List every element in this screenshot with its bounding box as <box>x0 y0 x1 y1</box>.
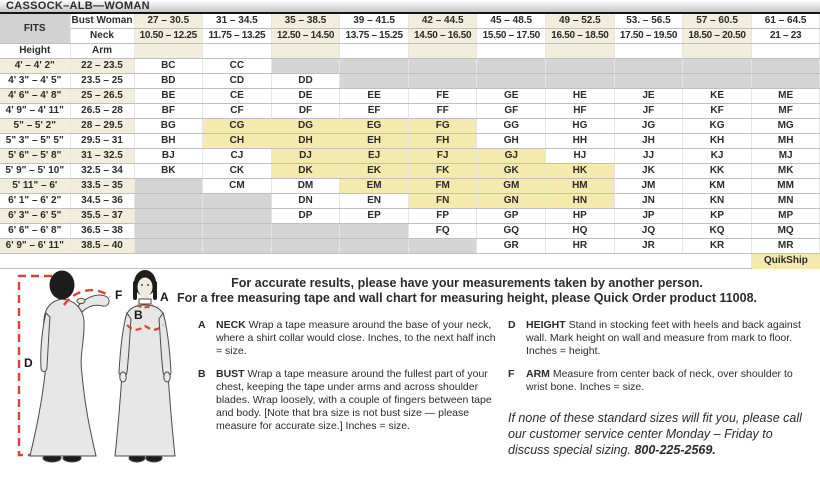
size-cell-GK: GK <box>477 164 546 179</box>
arm-range-cell: 36.5 – 38 <box>70 224 134 239</box>
size-cell-na <box>134 209 203 224</box>
height-range-cell: 4' 3" – 4' 5" <box>0 74 70 89</box>
size-cell-EJ: EJ <box>340 149 409 164</box>
size-cell-KH: KH <box>683 134 752 149</box>
size-cell-na <box>134 239 203 254</box>
instruction-letter: B <box>198 368 206 380</box>
arm-range-cell: 35.5 – 37 <box>70 209 134 224</box>
header-spacer-cell <box>271 44 340 59</box>
size-cell-na <box>340 224 409 239</box>
size-cell-BH: BH <box>134 134 203 149</box>
size-cell-BF: BF <box>134 104 203 119</box>
size-cell-DH: DH <box>271 134 340 149</box>
height-range-cell: 5' 9" – 5' 10" <box>0 164 70 179</box>
arm-range-cell: 25 – 26.5 <box>70 89 134 104</box>
size-cell-MJ: MJ <box>751 149 820 164</box>
size-cell-DJ: DJ <box>271 149 340 164</box>
size-cell-CM: CM <box>203 179 272 194</box>
size-cell-FH: FH <box>408 134 477 149</box>
bust-range-cell: 53. – 56.5 <box>614 14 683 29</box>
size-cell-na <box>751 59 820 74</box>
size-cell-na <box>340 74 409 89</box>
height-range-cell: 5' 6" – 5' 8" <box>0 149 70 164</box>
neck-range-cell: 16.50 – 18.50 <box>546 29 615 44</box>
size-cell-ME: ME <box>751 89 820 104</box>
figure-back-view <box>30 271 109 463</box>
instruction-letter: A <box>198 319 206 331</box>
size-cell-DK: DK <box>271 164 340 179</box>
neck-range-cell: 13.75 – 15.25 <box>340 29 409 44</box>
size-cell-CE: CE <box>203 89 272 104</box>
figure-label-height: D <box>24 356 33 370</box>
header-spacer-cell <box>683 44 752 59</box>
bust-range-cell: 45 – 48.5 <box>477 14 546 29</box>
arm-range-cell: 26.5 – 28 <box>70 104 134 119</box>
bust-range-cell: 35 – 38.5 <box>271 14 340 29</box>
size-cell-DD: DD <box>271 74 340 89</box>
size-cell-JK: JK <box>614 164 683 179</box>
size-cell-DN: DN <box>271 194 340 209</box>
customer-service-phone: 800-225-2569. <box>634 443 716 457</box>
bust-range-cell: 61 – 64.5 <box>751 14 820 29</box>
size-cell-na <box>134 224 203 239</box>
height-range-cell: 5' 11" – 6' <box>0 179 70 194</box>
size-cell-CJ: CJ <box>203 149 272 164</box>
size-cell-GR: GR <box>477 239 546 254</box>
size-cell-FP: FP <box>408 209 477 224</box>
header-spacer-cell <box>408 44 477 59</box>
size-cell-FM: FM <box>408 179 477 194</box>
chart-title: CASSOCK–ALB—WOMAN <box>6 0 150 12</box>
size-cell-FQ: FQ <box>408 224 477 239</box>
instruction-term: NECK <box>216 319 249 331</box>
quikship-row-spacer <box>0 254 751 269</box>
size-cell-KN: KN <box>683 194 752 209</box>
arm-range-cell: 23.5 – 25 <box>70 74 134 89</box>
arm-range-cell: 29.5 – 31 <box>70 134 134 149</box>
neck-range-cell: 17.50 – 19.50 <box>614 29 683 44</box>
size-cell-JH: JH <box>614 134 683 149</box>
size-cell-na <box>340 239 409 254</box>
header-spacer-cell <box>614 44 683 59</box>
neck-range-cell: 10.50 – 12.25 <box>134 29 203 44</box>
height-column-header: Height <box>0 44 70 59</box>
neck-range-cell: 14.50 – 16.50 <box>408 29 477 44</box>
intro-line-2: For a free measuring tape and wall chart for measuring height, please Quick Order product 11008. <box>176 291 758 305</box>
size-cell-KK: KK <box>683 164 752 179</box>
height-range-cell: 5" – 5' 2" <box>0 119 70 134</box>
arm-range-cell: 28 – 29.5 <box>70 119 134 134</box>
size-cell-HE: HE <box>546 89 615 104</box>
header-spacer-cell <box>546 44 615 59</box>
size-cell-JM: JM <box>614 179 683 194</box>
size-cell-CC: CC <box>203 59 272 74</box>
size-cell-na <box>477 59 546 74</box>
size-cell-JQ: JQ <box>614 224 683 239</box>
bust-range-cell: 49 – 52.5 <box>546 14 615 29</box>
size-cell-FN: FN <box>408 194 477 209</box>
arm-range-cell: 31 – 32.5 <box>70 149 134 164</box>
size-cell-na <box>408 239 477 254</box>
size-cell-na <box>408 59 477 74</box>
size-cell-HR: HR <box>546 239 615 254</box>
height-range-cell: 4' – 4' 2" <box>0 59 70 74</box>
size-cell-MF: MF <box>751 104 820 119</box>
neck-range-cell: 15.50 – 17.50 <box>477 29 546 44</box>
height-range-cell: 6' 6" – 6' 8" <box>0 224 70 239</box>
size-cell-GQ: GQ <box>477 224 546 239</box>
instruction-text: BUST Wrap a tape measure around the fullest part of your chest, keeping the tape under arms and across shoulder blades. Wrap loosely, with a couple of fingers between tape and body. [Note that bra size is not bust size — please measure for accurate size.] Inches = size. <box>216 368 492 432</box>
header-spacer-cell <box>340 44 409 59</box>
neck-range-cell: 21 – 23 <box>751 29 820 44</box>
bust-range-cell: 57 – 60.5 <box>683 14 752 29</box>
size-cell-GN: GN <box>477 194 546 209</box>
special-sizing-note: If none of these standard sizes will fit you, please call our customer service center Monday – Friday to discuss special sizing. 800-225-2569. <box>508 411 802 457</box>
size-cell-na <box>477 74 546 89</box>
size-cell-BD: BD <box>134 74 203 89</box>
arm-column-header: Arm <box>70 44 134 59</box>
size-cell-FJ: FJ <box>408 149 477 164</box>
instruction-letter: D <box>508 319 516 331</box>
measuring-section <box>0 269 820 477</box>
size-cell-CG: CG <box>203 119 272 134</box>
size-cell-HG: HG <box>546 119 615 134</box>
instruction-text: NECK Wrap a tape measure around the base of your neck, where a shirt collar would close. Inches, to the next half inch = size. <box>216 319 496 357</box>
instruction-term: ARM <box>526 368 553 380</box>
size-cell-GG: GG <box>477 119 546 134</box>
fits-header: FITS <box>0 14 70 44</box>
size-cell-CH: CH <box>203 134 272 149</box>
size-cell-JR: JR <box>614 239 683 254</box>
size-cell-CF: CF <box>203 104 272 119</box>
hand-icon <box>164 372 170 382</box>
size-cell-na <box>683 74 752 89</box>
size-cell-HK: HK <box>546 164 615 179</box>
size-cell-MM: MM <box>751 179 820 194</box>
hand-icon <box>120 372 126 382</box>
neck-range-cell: 12.50 – 14.50 <box>271 29 340 44</box>
instruction-item-height <box>508 319 812 358</box>
instructions-column-left <box>198 319 502 458</box>
size-cell-HM: HM <box>546 179 615 194</box>
size-cell-GE: GE <box>477 89 546 104</box>
size-cell-KM: KM <box>683 179 752 194</box>
quikship-legend: QuikShip <box>751 254 820 269</box>
size-cell-na <box>134 194 203 209</box>
size-cell-JE: JE <box>614 89 683 104</box>
instruction-text: ARM Measure from center back of neck, over shoulder to wrist bone. Inches = size. <box>526 368 793 393</box>
size-cell-BC: BC <box>134 59 203 74</box>
size-cell-na <box>271 59 340 74</box>
size-cell-GJ: GJ <box>477 149 546 164</box>
size-cell-EF: EF <box>340 104 409 119</box>
size-cell-GP: GP <box>477 209 546 224</box>
size-cell-DE: DE <box>271 89 340 104</box>
size-cell-EM: EM <box>340 179 409 194</box>
size-cell-MR: MR <box>751 239 820 254</box>
size-cell-KR: KR <box>683 239 752 254</box>
size-cell-BK: BK <box>134 164 203 179</box>
size-cell-HN: HN <box>546 194 615 209</box>
size-cell-DF: DF <box>271 104 340 119</box>
arm-range-cell: 38.5 – 40 <box>70 239 134 254</box>
size-cell-MG: MG <box>751 119 820 134</box>
robe-back <box>30 299 96 456</box>
instruction-item-bust <box>198 368 502 433</box>
arm-range-cell: 22 – 23.5 <box>70 59 134 74</box>
size-cell-na <box>683 59 752 74</box>
height-range-cell: 6' 9" – 6' 11" <box>0 239 70 254</box>
size-cell-FG: FG <box>408 119 477 134</box>
intro-text <box>150 276 784 306</box>
size-cell-BE: BE <box>134 89 203 104</box>
instructions <box>198 319 818 458</box>
size-cell-CD: CD <box>203 74 272 89</box>
instruction-item-neck <box>198 319 502 358</box>
size-cell-KE: KE <box>683 89 752 104</box>
height-range-cell: 4' 6" – 4' 8" <box>0 89 70 104</box>
bust-range-cell: 27 – 30.5 <box>134 14 203 29</box>
size-cell-na <box>614 74 683 89</box>
instruction-term: HEIGHT <box>526 319 569 331</box>
instruction-text: HEIGHT Stand in stocking feet with heels and back against wall. Mark height on wall and measure from mark to floor. Inches = height. <box>526 319 801 357</box>
size-cell-KJ: KJ <box>683 149 752 164</box>
size-cell-EK: EK <box>340 164 409 179</box>
size-cell-KQ: KQ <box>683 224 752 239</box>
size-cell-HQ: HQ <box>546 224 615 239</box>
header-spacer-cell <box>134 44 203 59</box>
figure-label-neck: A <box>160 290 169 304</box>
instruction-letter: F <box>508 368 515 380</box>
size-cell-na <box>408 74 477 89</box>
chart-title-bar <box>0 0 820 14</box>
height-range-cell: 4' 9" – 4' 11" <box>0 104 70 119</box>
size-cell-HF: HF <box>546 104 615 119</box>
hand-icon <box>77 298 85 303</box>
size-cell-BG: BG <box>134 119 203 134</box>
bust-row-label: Bust Woman <box>70 14 134 29</box>
size-cell-MK: MK <box>751 164 820 179</box>
hair-back <box>50 271 75 300</box>
height-range-cell: 6' 1" – 6' 2" <box>0 194 70 209</box>
size-cell-KP: KP <box>683 209 752 224</box>
size-cell-EH: EH <box>340 134 409 149</box>
size-cell-na <box>614 59 683 74</box>
size-cell-na <box>134 179 203 194</box>
size-cell-FE: FE <box>408 89 477 104</box>
size-cell-DM: DM <box>271 179 340 194</box>
neck-row-label: Neck <box>70 29 134 44</box>
instructions-column-right <box>508 319 812 458</box>
size-cell-JP: JP <box>614 209 683 224</box>
size-cell-na <box>340 59 409 74</box>
height-range-cell: 6' 3" – 6' 5" <box>0 209 70 224</box>
neck-range-cell: 18.50 – 20.50 <box>683 29 752 44</box>
size-cell-EE: EE <box>340 89 409 104</box>
size-cell-na <box>203 224 272 239</box>
hair-lock <box>133 281 137 300</box>
size-cell-HP: HP <box>546 209 615 224</box>
neck-range-cell: 11.75 – 13.25 <box>203 29 272 44</box>
size-cell-na <box>546 74 615 89</box>
size-cell-na <box>203 239 272 254</box>
size-cell-EP: EP <box>340 209 409 224</box>
size-cell-na <box>271 239 340 254</box>
instruction-item-arm <box>508 368 812 394</box>
size-cell-BJ: BJ <box>134 149 203 164</box>
bust-range-cell: 31 – 34.5 <box>203 14 272 29</box>
size-cell-MQ: MQ <box>751 224 820 239</box>
size-cell-GH: GH <box>477 134 546 149</box>
bust-range-cell: 39 – 41.5 <box>340 14 409 29</box>
size-cell-FK: FK <box>408 164 477 179</box>
header-spacer-cell <box>203 44 272 59</box>
header-spacer-cell <box>751 44 820 59</box>
size-cell-na <box>546 59 615 74</box>
size-cell-FF: FF <box>408 104 477 119</box>
size-cell-GM: GM <box>477 179 546 194</box>
arm-range-cell: 33.5 – 35 <box>70 179 134 194</box>
size-cell-JJ: JJ <box>614 149 683 164</box>
arm-range-cell: 34.5 – 36 <box>70 194 134 209</box>
size-cell-EG: EG <box>340 119 409 134</box>
figure-label-bust: B <box>134 308 143 322</box>
intro-line-1: For accurate results, please have your measurements taken by another person. <box>231 276 703 290</box>
size-cell-na <box>203 194 272 209</box>
size-cell-DG: DG <box>271 119 340 134</box>
size-cell-KG: KG <box>683 119 752 134</box>
size-cell-na <box>751 74 820 89</box>
size-cell-CK: CK <box>203 164 272 179</box>
size-cell-MP: MP <box>751 209 820 224</box>
arm-range-cell: 32.5 – 34 <box>70 164 134 179</box>
instruction-term: BUST <box>216 368 248 380</box>
header-spacer-cell <box>477 44 546 59</box>
size-table <box>0 14 820 269</box>
size-cell-na <box>203 209 272 224</box>
size-cell-na <box>271 224 340 239</box>
size-cell-JF: JF <box>614 104 683 119</box>
size-cell-GF: GF <box>477 104 546 119</box>
size-cell-JG: JG <box>614 119 683 134</box>
size-cell-HH: HH <box>546 134 615 149</box>
size-cell-MN: MN <box>751 194 820 209</box>
size-cell-MH: MH <box>751 134 820 149</box>
size-cell-JN: JN <box>614 194 683 209</box>
size-cell-EN: EN <box>340 194 409 209</box>
size-cell-DP: DP <box>271 209 340 224</box>
height-range-cell: 5" 3" – 5" 5" <box>0 134 70 149</box>
size-cell-KF: KF <box>683 104 752 119</box>
figure-label-arm: F <box>115 288 123 302</box>
bust-range-cell: 42 – 44.5 <box>408 14 477 29</box>
size-cell-HJ: HJ <box>546 149 615 164</box>
